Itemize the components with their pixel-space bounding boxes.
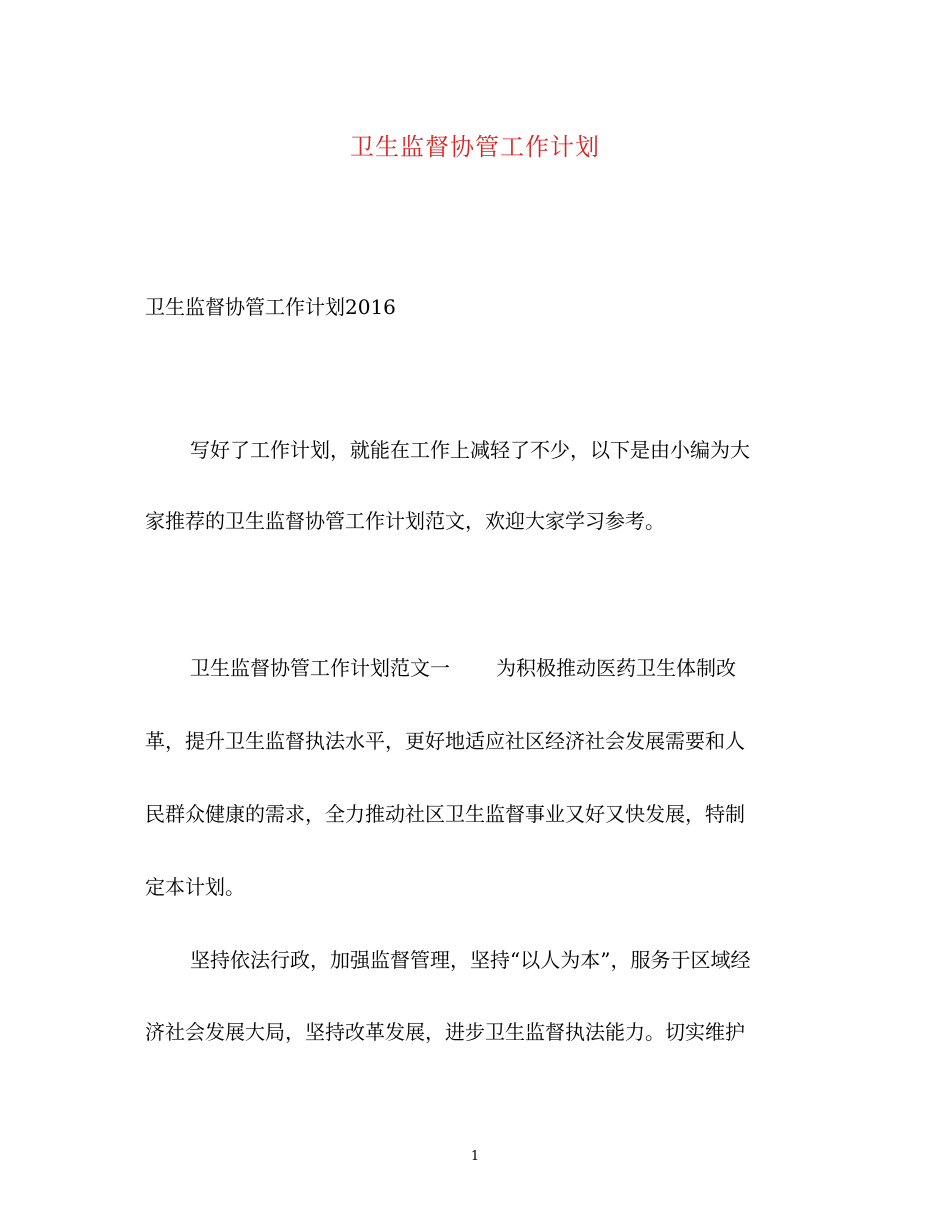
document-subtitle: 卫生监督协管工作计划2016 [145, 295, 396, 319]
paragraph-2-line-1 [190, 653, 736, 683]
paragraph-2-line-3: 民群众健康的需求，全力推动社区卫生监督事业又好又快发展，特制 [145, 802, 745, 826]
sample-heading: 卫生监督协管工作计划范文一 [190, 656, 450, 680]
paragraph-2-line-2: 革，提升卫生监督执法水平，更好地适应社区经济社会发展需要和人 [145, 729, 745, 753]
paragraph-1-line-2: 家推荐的卫生监督协管工作计划范文，欢迎大家学习参考。 [145, 509, 665, 533]
paragraph-3-line-2: 济社会发展大局，坚持改革发展，进步卫生监督执法能力。切实维护 [145, 1020, 745, 1044]
paragraph-3-line-1: 坚持依法行政，加强监督管理，坚持“以人为本”，服务于区域经 [190, 948, 751, 972]
paragraph-2-line-1-text: 为积极推动医药卫生体制改 [496, 656, 736, 680]
paragraph-2-line-4: 定本计划。 [145, 875, 245, 899]
page-number: 1 [470, 1149, 480, 1164]
paragraph-1-line-1: 写好了工作计划，就能在工作上减轻了不少，以下是由小编为大 [190, 438, 750, 462]
document-title: 卫生监督协管工作计划 [350, 133, 600, 161]
